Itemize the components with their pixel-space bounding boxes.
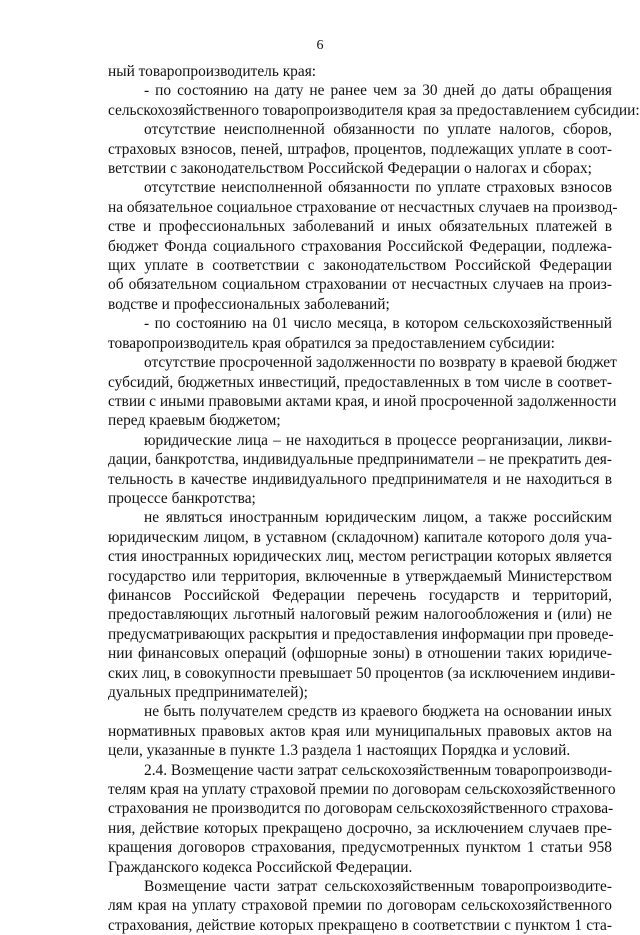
text-line: тельность в качестве индивидуального предпринимателя и не находиться в [108, 470, 612, 488]
text-line: юридическим лицом, в уставном (складочном) капитале которого доля уча- [108, 528, 612, 546]
text-line: об обязательном социальном страховании от несчастных случаев на произ- [108, 276, 612, 294]
text-line: кращения договоров страхования, предусмотренных пунктом 1 статьи 958 [108, 839, 612, 857]
text-line: отсутствие неисполненной обязанности по уплате страховых взносов [144, 179, 612, 197]
text-line: финансов Российской Федерации перечень государств и территорий, [108, 586, 612, 604]
text-line: телям края на уплату страховой премии по договорам сельскохозяйственного [108, 781, 616, 799]
paragraph [108, 62, 612, 81]
text-line: процессе банкротства; [108, 489, 256, 507]
text-line: Возмещение части затрат сельскохозяйственным товаропроизводите- [144, 878, 612, 896]
text-line: нормативных правовых актов края или муниципальных правовых актов на [108, 722, 612, 740]
text-line: ских лиц, в совокупности превышает 50 процентов (за исключением индиви- [108, 664, 616, 682]
text-line: отсутствие неисполненной обязанности по уплате налогов, сборов, [144, 121, 612, 139]
paragraph [108, 353, 617, 431]
document-body [108, 62, 640, 935]
text-line: предоставляющих льготный налоговый режим налогообложения и (или) не [108, 606, 612, 624]
text-line: не являться иностранным юридическим лицом, а также российским [144, 509, 612, 527]
paragraph [108, 178, 618, 314]
text-line: на обязательное социальное страхование от несчастных случаев на производ- [108, 198, 618, 216]
text-line: водстве и профессиональных заболеваний; [108, 295, 390, 313]
text-line: ный товаропроизводитель края: [108, 63, 317, 80]
text-line: - по состоянию на 01 число месяца, в котором сельскохозяйственный [144, 315, 612, 333]
text-line: сельскохозяйственного товаропроизводителя края за предоставлением субсидии: [108, 101, 640, 119]
text-line: страхования не производится по договорам сельскохозяйственного страхова- [108, 800, 614, 818]
paragraph [108, 877, 612, 935]
text-line: не быть получателем средств из краевого бюджета на основании иных [144, 703, 612, 721]
text-line: ветствии с законодательством Российской Федерации о налогах и сборах; [108, 160, 592, 178]
text-line: ния, действие которых прекращено досрочно, за исключением случаев пре- [108, 819, 612, 837]
paragraph [108, 702, 612, 760]
text-line: щих уплате в соответствии с законодательством Российской Федерации [108, 257, 612, 275]
text-line: 2.4. Возмещение части затрат сельскохозяйственным товаропроизводи- [144, 761, 613, 779]
paragraph [108, 508, 616, 702]
paragraph [108, 761, 616, 877]
text-line: бюджет Фонда социального страхования Российской Федерации, подлежа- [108, 237, 612, 255]
text-line: государство или территория, включенные в утверждаемый Министерством [108, 567, 612, 585]
text-line: стия иностранных юридических лиц, местом регистрации которых является [108, 548, 612, 566]
text-line: дуальных предпринимателей); [108, 684, 308, 701]
text-line: перед краевым бюджетом; [108, 412, 281, 430]
paragraph [108, 314, 612, 353]
text-line: страховых взносов, пеней, штрафов, процентов, подлежащих уплате в соот- [108, 140, 612, 158]
text-line: ствии с иными правовыми актами края, и иной просроченной задолженности [108, 392, 617, 410]
text-line: субсидий, бюджетных инвестиций, предоставленных в том числе в соответ- [108, 373, 612, 391]
text-line: отсутствие просроченной задолженности по возврату в краевой бюджет [144, 354, 617, 372]
text-line: стве и профессиональных заболеваний и иных обязательных платежей в [108, 218, 612, 236]
paragraph [108, 431, 612, 509]
text-line: нии финансовых операций (офшорные зоны) в отношении таких юридиче- [108, 645, 612, 663]
text-line: предусматривающих раскрытия и предоставления информации при проведе- [108, 625, 614, 643]
text-line: цели, указанные в пункте 1.3 раздела 1 настоящих Порядка и условий. [108, 742, 571, 760]
text-line: юридические лица – не находиться в процессе реорганизации, ликви- [144, 431, 612, 449]
text-line: лям края на уплату страховой премии по договорам сельскохозяйственного [108, 897, 612, 915]
text-line: дации, банкротства, индивидуальные предприниматели – не прекратить дея- [108, 451, 612, 469]
text-line: Гражданского кодекса Российской Федерации. [108, 858, 413, 876]
page-number: 6 [316, 38, 324, 53]
text-line: товаропроизводитель края обратился за предоставлением субсидии: [108, 334, 555, 352]
paragraph [108, 81, 640, 120]
text-line: страхования, действие которых прекращено в соответствии с пунктом 1 ста- [108, 916, 612, 934]
text-line: - по состоянию на дату не ранее чем за 30 дней до даты обращения [144, 82, 612, 100]
paragraph [108, 120, 612, 178]
